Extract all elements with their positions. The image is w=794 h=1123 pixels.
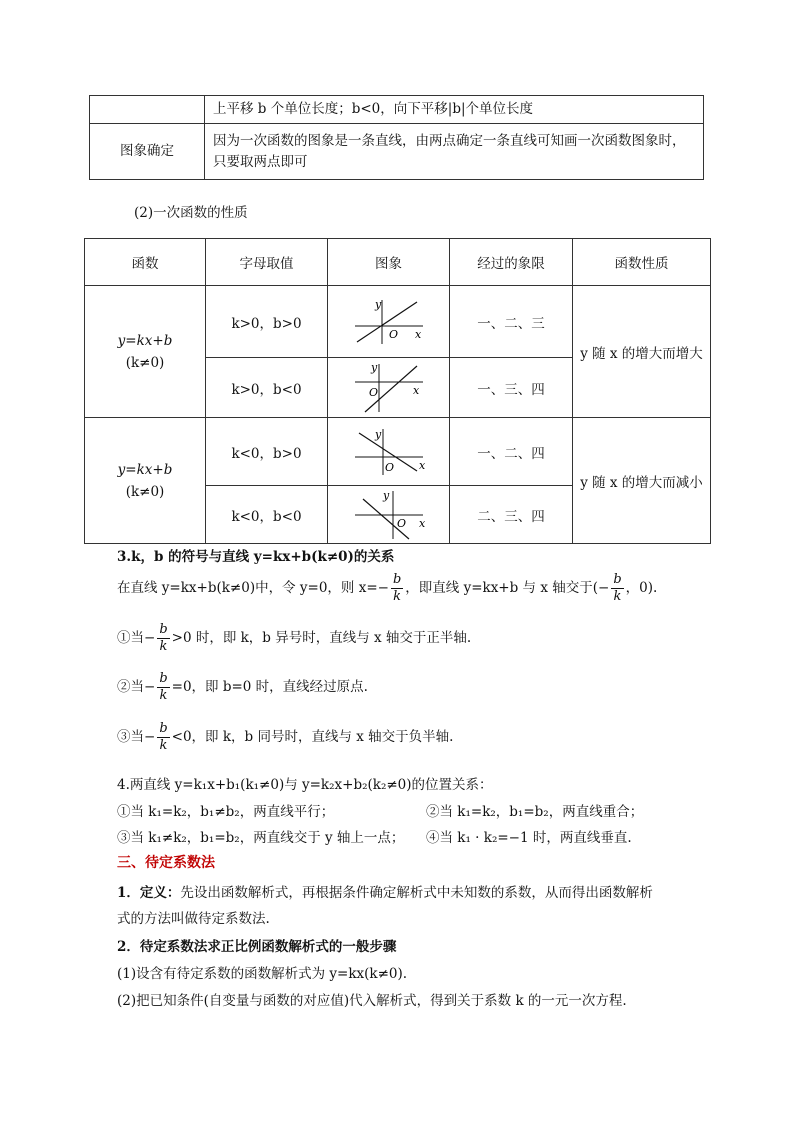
origin-label: O (368, 385, 378, 399)
function-expr: y=kx+b (117, 332, 173, 349)
graph-decreasing-negative-intercept (349, 489, 429, 541)
graph-increasing-positive-intercept (349, 298, 429, 346)
axis-y-label: y (382, 488, 389, 502)
property-increase: y 随 x 的增大而增大 (573, 286, 711, 418)
axis-x-label: x (412, 383, 419, 397)
fraction-b-over-k (157, 721, 169, 754)
axis-y-label: y (374, 427, 381, 441)
sec3-line1-part-c: ，0). (625, 580, 658, 596)
function-cond: (k≠0) (125, 354, 165, 371)
frac-numerator: b (613, 572, 622, 587)
definition-line2: 式的方法叫做待定系数法. (117, 911, 270, 927)
origin-label: O (384, 460, 394, 474)
frac-denominator: k (159, 738, 168, 753)
case3 (117, 721, 453, 754)
graph-increasing-negative-intercept (349, 362, 429, 414)
sec4-item-3: ③当 k₁≠k₂，b₁=b₂，两直线交于 y 轴上一点； (117, 830, 405, 846)
properties-table (84, 238, 711, 544)
quadrant-cell: 一、三、四 (450, 358, 573, 418)
quadrant-cell: 二、三、四 (450, 486, 573, 544)
fraction-b-over-k (611, 572, 623, 605)
sec3-line1-part-b: ，即直线 y=kx+b 与 x 轴交于(− (405, 580, 610, 596)
frac-numerator: b (392, 572, 402, 587)
step-1: (1)设含有待定系数的函数解析式为 y=kx(k≠0). (117, 966, 408, 982)
section2-title: (2)一次函数的性质 (134, 205, 248, 221)
case3-text: <0，即 k，b 同号时，直线与 x 轴交于负半轴. (171, 729, 454, 745)
graph-cell (328, 418, 450, 486)
fraction-b-over-k (391, 572, 403, 605)
case1 (117, 622, 471, 655)
graph-cell (328, 286, 450, 358)
method-label: 图象确定 (90, 124, 205, 180)
part3-title: 三、待定系数法 (117, 855, 215, 871)
frac-denominator: k (613, 589, 622, 604)
steps-title: 2．待定系数法求正比例函数解析式的一般步骤 (117, 939, 397, 955)
sec3-line1 (117, 572, 657, 605)
function-expr: y=kx+b (117, 461, 173, 478)
quadrant-cell: 一、二、三 (450, 286, 573, 358)
method-table-empty-cell (90, 96, 205, 124)
frac-numerator: b (159, 671, 168, 686)
method-desc (205, 124, 704, 180)
fraction-b-over-k (157, 671, 169, 704)
section4-title: 4.两直线 y=k₁x+b₁(k₁≠0)与 y=k₂x+b₂(k₂≠0)的位置关系： (117, 777, 493, 793)
frac-numerator: b (159, 721, 168, 736)
sec3-line1-part-a: 在直线 y=kx+b(k≠0)中，令 y=0，则 x=− (117, 580, 389, 596)
sec4-item-4: ④当 k₁ · k₂=−1 时，两直线垂直. (426, 830, 632, 846)
function-cell-2 (85, 418, 206, 544)
axis-x-label: x (418, 516, 425, 530)
axis-y-label: y (370, 361, 377, 374)
graph-cell (328, 358, 450, 418)
section3-title: 3.k，b 的符号与直线 y=kx+b(k≠0)的关系 (117, 549, 395, 565)
cond-cell: k<0，b>0 (206, 418, 328, 486)
header-property: 函数性质 (573, 239, 711, 286)
function-cond: (k≠0) (125, 483, 165, 500)
case1-text: >0 时，即 k，b 异号时，直线与 x 轴交于正半轴. (171, 630, 472, 646)
axis-x-label: x (414, 327, 421, 341)
header-function: 函数 (85, 239, 206, 286)
origin-label: O (396, 516, 406, 530)
case2-text: =0，即 b=0 时，直线经过原点. (171, 679, 368, 695)
case2-prefix: ②当− (117, 679, 156, 695)
fraction-b-over-k (157, 622, 169, 655)
method-desc-line1: 因为一次函数的图象是一条直线，由两点确定一条直线可知画一次函数图象时， (213, 132, 686, 149)
step-2: (2)把已知条件(自变量与函数的对应值)代入解析式，得到关于系数 k 的一元一次方程. (117, 993, 627, 1009)
case2 (117, 671, 368, 704)
translation-text: 上平移 b 个单位长度；b<0，向下平移|b|个单位长度 (205, 96, 704, 124)
case1-prefix: ①当− (117, 630, 156, 646)
definition-label: 1．定义： (117, 885, 181, 901)
frac-denominator: k (393, 589, 402, 604)
case3-prefix: ③当− (117, 729, 156, 745)
axis-y-label: y (374, 297, 381, 311)
origin-label: O (388, 327, 398, 341)
frac-denominator: k (159, 639, 168, 654)
frac-denominator: k (159, 688, 168, 703)
method-table (89, 95, 704, 180)
method-desc-line2: 只要取两点即可 (213, 153, 308, 170)
definition-line1 (117, 881, 653, 901)
quadrant-cell: 一、二、四 (450, 418, 573, 486)
sec4-item-1: ①当 k₁=k₂，b₁≠b₂，两直线平行； (117, 804, 335, 820)
graph-decreasing-positive-intercept (349, 427, 429, 477)
header-graph: 图象 (328, 239, 450, 286)
cond-cell: k<0，b<0 (206, 486, 328, 544)
definition-text: 先设出函数解析式，再根据条件确定解析式中未知数的系数，从而得出函数解析 (180, 885, 653, 901)
header-letter-values: 字母取值 (206, 239, 328, 286)
property-decrease: y 随 x 的增大而减小 (573, 418, 711, 544)
function-cell-1 (85, 286, 206, 418)
cond-cell: k>0，b<0 (206, 358, 328, 418)
axis-x-label: x (418, 458, 425, 472)
header-quadrants: 经过的象限 (450, 239, 573, 286)
sec4-item-2: ②当 k₁=k₂，b₁=b₂，两直线重合； (426, 804, 644, 820)
frac-numerator: b (159, 622, 168, 637)
graph-cell (328, 486, 450, 544)
cond-cell: k>0，b>0 (206, 286, 328, 358)
